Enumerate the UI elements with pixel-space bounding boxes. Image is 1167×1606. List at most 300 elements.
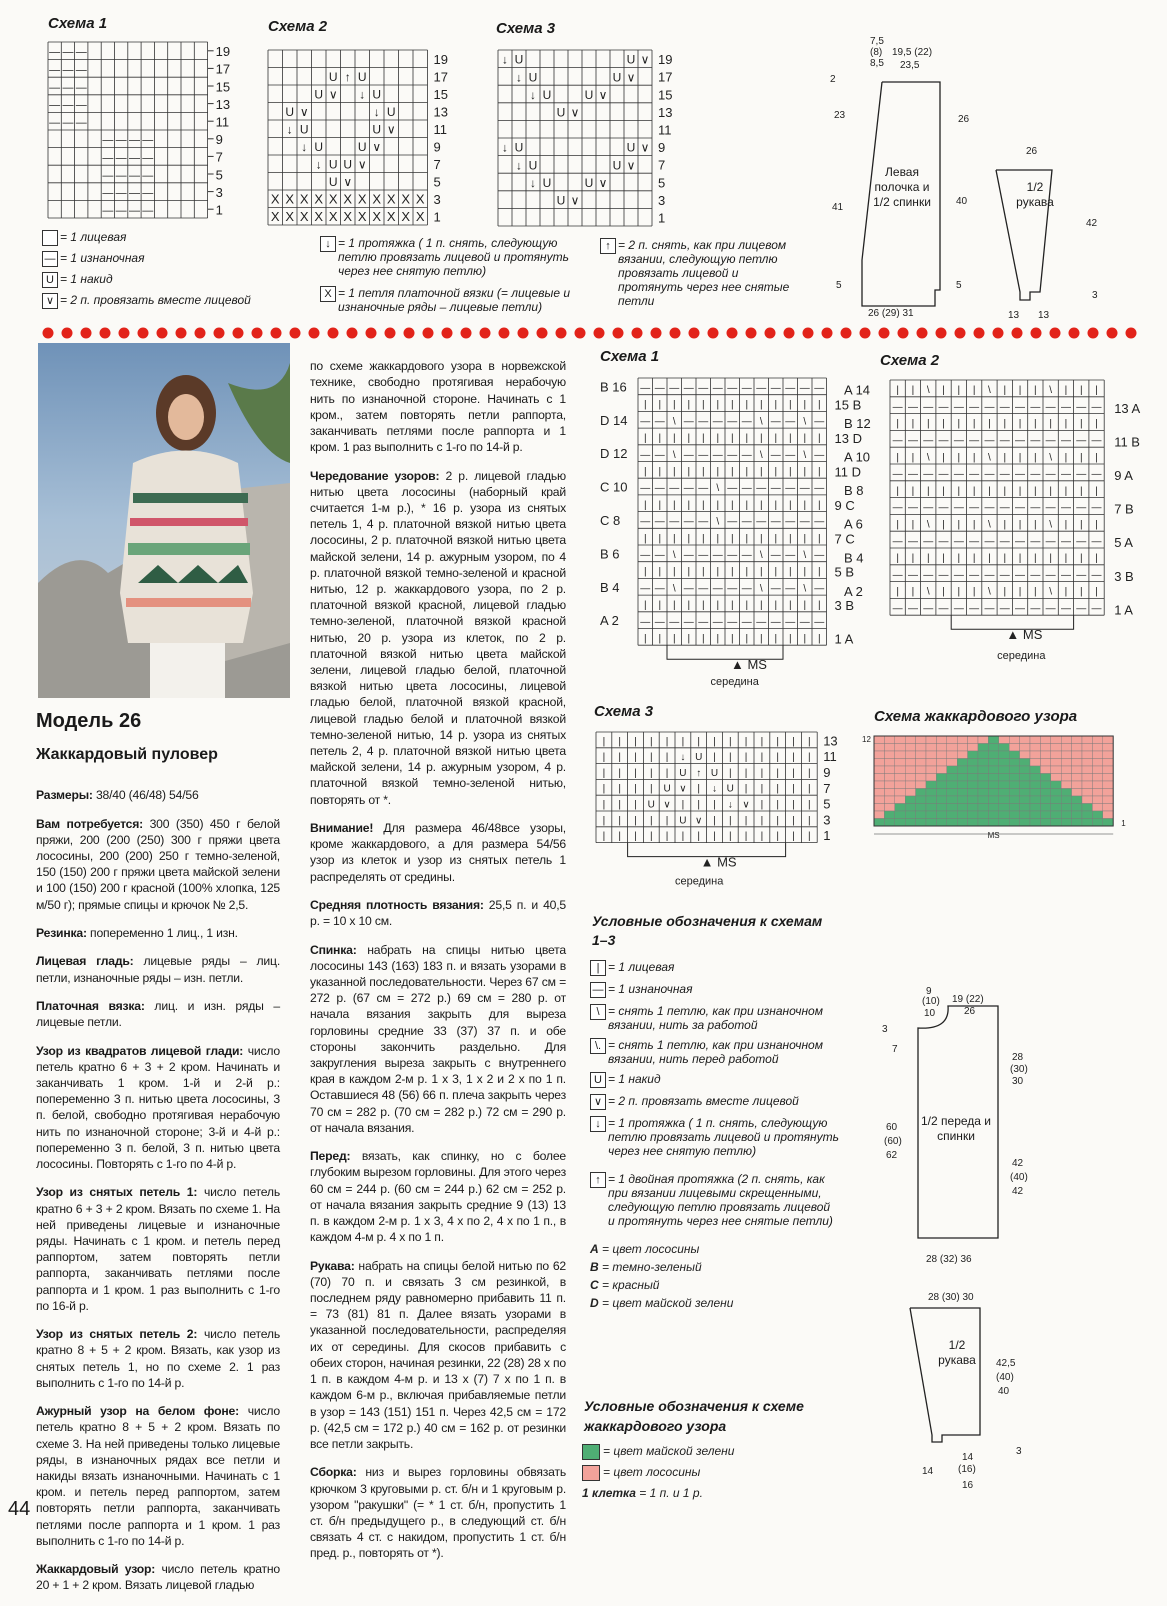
jacquard-cell (1103, 804, 1113, 812)
jacquard-cell (1051, 766, 1061, 774)
stitch-symbol: | (1018, 385, 1022, 397)
stitch-symbol: \ (803, 416, 807, 428)
stitch-symbol: | (788, 600, 792, 612)
stitch-symbol: X (386, 191, 396, 207)
stitch-symbol: | (776, 736, 780, 748)
arrow-up-icon: ↑ (600, 238, 616, 254)
stitch-symbol: | (911, 485, 915, 497)
stitch-symbol: | (776, 815, 780, 827)
stitch-symbol: — (1060, 502, 1071, 514)
jacquard-cell (1030, 736, 1040, 744)
svg-text:28: 28 (1012, 1052, 1024, 1063)
front-back-label: 1/2 переда и спинки (921, 1114, 991, 1143)
jacquard-cell (968, 804, 978, 812)
stitch-symbol: | (649, 767, 653, 779)
stitch-symbol: | (1049, 418, 1052, 430)
jacquard-cell (905, 774, 915, 782)
stitch-symbol: | (896, 553, 899, 565)
jacquard-cell (1061, 819, 1071, 827)
svg-text:(8): (8) (870, 47, 883, 58)
red-dot (309, 328, 320, 339)
stitch-symbol: — (75, 64, 87, 77)
stitch-symbol: — (785, 583, 796, 595)
stitch-symbol: | (713, 815, 716, 827)
jacquard-cell (1082, 736, 1092, 744)
stitch-symbol: | (988, 418, 991, 430)
jacquard-cell (1051, 759, 1061, 767)
stitch-symbol: | (896, 586, 899, 598)
jacquard-cell (957, 744, 967, 752)
stitch-symbol: — (683, 449, 694, 461)
paragraph: Средняя плотность вязания: 25,5 п. и 40,5 р. = 10 х 10 см. (310, 898, 566, 929)
stitch-symbol: — (785, 550, 796, 562)
stitch-symbol: \ (988, 452, 991, 464)
stitch-symbol: ↓ (301, 140, 308, 155)
jacquard-cell (1020, 759, 1030, 767)
svg-text:41: 41 (832, 202, 844, 213)
right-scheme2-title: Схема 2 (880, 352, 940, 369)
stitch-symbol: — (907, 401, 918, 413)
stitch-symbol: | (1049, 485, 1052, 497)
jacquard-cell (1020, 774, 1030, 782)
jacquard-cell (957, 766, 967, 774)
jacquard-cell (884, 789, 894, 797)
red-dot (442, 328, 453, 339)
stitch-symbol: U (514, 52, 524, 67)
jacquard-cell (999, 759, 1009, 767)
stitch-symbol: — (741, 516, 752, 528)
stitch-symbol: | (972, 586, 976, 598)
top-scheme1-title: Схема 1 (48, 15, 108, 32)
row-number: 13 (658, 104, 673, 120)
jacquard-cell (999, 819, 1009, 827)
stitch-symbol: — (727, 550, 738, 562)
red-dot (43, 328, 54, 339)
color-key: D = цвет майской зелени (590, 1296, 734, 1310)
stitch-symbol: — (1076, 603, 1087, 615)
stitch-symbol: — (712, 616, 723, 628)
stitch-symbol: | (618, 767, 622, 779)
stitch-symbol: — (1091, 401, 1102, 413)
paragraph: Узор из снятых петель 2: число петель кратно 8 + 5 + 2 кром. Вязать, как узор из снятых петель 1, но по схеме 2. 1 раз выполнить с 1-го по 14-й р. (36, 1327, 280, 1390)
stitch-symbol: — (654, 483, 665, 495)
stitch-symbol: | (988, 485, 991, 497)
stitch-symbol: | (1034, 586, 1037, 598)
stitch-symbol: | (701, 433, 705, 445)
jacquard-cell (978, 811, 988, 819)
stitch-symbol: — (654, 416, 665, 428)
stitch-symbol: X (285, 191, 295, 207)
knit-symbol-icon (42, 230, 58, 246)
stitch-symbol: — (892, 536, 903, 548)
red-dot (119, 328, 130, 339)
stitch-symbol: | (817, 499, 821, 511)
stitch-symbol: — (892, 469, 903, 481)
stitch-symbol: — (1060, 569, 1071, 581)
jacquard-cell (1103, 751, 1113, 759)
stitch-symbol: U (679, 767, 687, 779)
stitch-symbol: — (953, 469, 964, 481)
stitch-symbol: \ (672, 449, 676, 461)
stitch-symbol: X (401, 191, 411, 207)
jacquard-cell (895, 781, 905, 789)
jacquard-cell (1020, 819, 1030, 827)
jacquard-cell (999, 774, 1009, 782)
stitch-symbol: | (658, 566, 662, 578)
paragraph: Ажурный узор на белом фоне: число петель кратно 8 + 5 + 2 кром. Вязать по схеме 3. На ней приведены только лицевые ряды, в изнаночных рядах все петли и накиды вязать изнаночными. Начинать с 1 кром. и петель перед раппортом, затем повторять петли раппорта, заканчивать петлями после раппорта и 1 кром. 1 раз выполнить с 1-го по 14-й р. (36, 1404, 280, 1548)
stitch-symbol: U (726, 783, 734, 795)
jacquard-cell (916, 774, 926, 782)
top-legend-1 (42, 230, 272, 309)
stitch-symbol: | (911, 553, 915, 565)
jacquard-cell (1020, 781, 1030, 789)
row-label: 11 B (1114, 434, 1140, 450)
jacquard-cell (1020, 744, 1030, 752)
stitch-symbol: | (665, 736, 669, 748)
stitch-symbol: | (658, 399, 662, 411)
jac-legend-title: Условные обозначения к схеме жаккардового узора (584, 1398, 804, 1434)
stitch-symbol: | (745, 499, 749, 511)
svg-text:(16): (16) (958, 1464, 976, 1475)
stitch-symbol: | (1018, 519, 1022, 531)
jacquard-cell (884, 781, 894, 789)
stitch-symbol: — (953, 435, 964, 447)
jacquard-cell (988, 751, 998, 759)
stitch-symbol: | (745, 533, 749, 545)
stitch-symbol: — (1030, 401, 1041, 413)
ms-label: MS (987, 831, 1000, 840)
red-dot (822, 328, 833, 339)
stitch-symbol: | (957, 519, 961, 531)
stitch-symbol: | (634, 736, 637, 748)
stitch-symbol: ∨ (299, 105, 309, 120)
row-number: 5 (658, 175, 666, 191)
jacquard-cell (936, 774, 946, 782)
stitch-symbol: | (957, 385, 961, 397)
stitch-symbol: \ (759, 416, 763, 428)
stitch-symbol: | (817, 633, 821, 645)
stitch-symbol: — (892, 401, 903, 413)
row-label: B 8 (844, 483, 864, 499)
stitch-symbol: | (817, 466, 821, 478)
jacquard-cell (926, 796, 936, 804)
stitch-symbol: | (1018, 553, 1022, 565)
stitch-symbol: | (759, 466, 763, 478)
stitch-symbol: | (774, 466, 778, 478)
stitch-symbol: | (926, 418, 930, 430)
stitch-symbol: | (926, 485, 930, 497)
stitch-symbol: | (1049, 553, 1052, 565)
stitch-symbol: | (665, 815, 669, 827)
stitch-symbol: | (788, 399, 792, 411)
stitch-symbol: — (698, 516, 709, 528)
red-dot (879, 328, 890, 339)
jacquard-cell (884, 766, 894, 774)
stitch-symbol: — (712, 550, 723, 562)
red-dot (917, 328, 928, 339)
stitch-symbol: — (1060, 469, 1071, 481)
stitch-symbol: | (774, 633, 778, 645)
jacquard-cell (916, 736, 926, 744)
svg-text:23,5: 23,5 (900, 60, 920, 71)
stitch-symbol: — (727, 383, 738, 395)
stitch-symbol: — (999, 401, 1010, 413)
svg-text:7: 7 (892, 1044, 898, 1055)
jacquard-cell (947, 811, 957, 819)
jacquard-cell (1103, 759, 1113, 767)
stitch-symbol: — (756, 516, 767, 528)
stitch-symbol: — (923, 536, 934, 548)
stitch-symbol: — (1045, 435, 1056, 447)
svg-text:42: 42 (1086, 218, 1098, 229)
stitch-symbol: — (1015, 435, 1026, 447)
jacquard-cell (1040, 811, 1050, 819)
stitch-symbol: — (785, 516, 796, 528)
stitch-symbol: — (712, 449, 723, 461)
stitch-symbol: — (907, 536, 918, 548)
stitch-symbol: | (803, 600, 807, 612)
stitch-symbol: | (658, 499, 662, 511)
red-dot (252, 328, 263, 339)
stitch-symbol: | (618, 831, 622, 843)
jacquard-cell (968, 751, 978, 759)
stitch-symbol: | (807, 783, 811, 795)
jacquard-cell (1092, 736, 1102, 744)
jacquard-cell (957, 751, 967, 759)
stitch-symbol: | (697, 783, 701, 795)
stitch-symbol: — (799, 483, 810, 495)
paragraph: Узор из снятых петель 1: число петель кратно 6 + 3 + 2 кром. Вязать по схеме 1. На ней приведены лицевые и изнаночные ряды. Начинать с 1 кром. и петель перед раппортом, затем повторять петли раппорта, заканчивать петлями после раппорта и 1 кром. 1 раз выполнить с 1-го по 16-й р. (36, 1185, 280, 1313)
stitch-symbol: | (807, 799, 811, 811)
stitch-symbol: — (49, 117, 61, 130)
stitch-symbol: — (770, 483, 781, 495)
stitch-symbol: | (730, 633, 734, 645)
jacquard-cell (968, 744, 978, 752)
stitch-symbol: \ (759, 449, 763, 461)
stitch-symbol: | (803, 499, 807, 511)
jacquard-cell (957, 774, 967, 782)
stitch-symbol: U (314, 140, 324, 155)
stitch-symbol: — (1015, 536, 1026, 548)
red-dot (537, 328, 548, 339)
jacquard-cell (988, 744, 998, 752)
row-number: 15 (658, 87, 673, 103)
stitch-symbol: | (602, 767, 606, 779)
stitch-symbol: | (649, 736, 653, 748)
jacquard-cell (1009, 819, 1019, 827)
red-dot (860, 328, 871, 339)
jacquard-cell (874, 759, 884, 767)
jacquard-cell (1040, 744, 1050, 752)
stitch-symbol: | (760, 831, 764, 843)
svg-text:(30): (30) (1010, 1064, 1028, 1075)
stitch-symbol: | (1003, 418, 1007, 430)
jacquard-cell (1040, 736, 1050, 744)
stitch-symbol: | (634, 831, 637, 843)
stitch-symbol: — (1076, 536, 1087, 548)
stitch-symbol: — (683, 583, 694, 595)
jacquard-cell (916, 811, 926, 819)
stitch-symbol: | (665, 767, 669, 779)
stitch-symbol: | (896, 385, 899, 397)
stitch-symbol: | (687, 600, 691, 612)
stitch-symbol: | (792, 815, 795, 827)
stitch-symbol: — (938, 569, 949, 581)
jacquard-cell (947, 736, 957, 744)
row-number: 19 (433, 52, 448, 67)
stitch-symbol: | (788, 499, 792, 511)
stitch-symbol: \ (759, 583, 763, 595)
legend-item: U = 1 накид (42, 272, 272, 288)
stitch-symbol: | (730, 566, 734, 578)
stitch-symbol: | (634, 799, 637, 811)
svg-text:(40): (40) (1010, 1172, 1028, 1183)
arrow-down-icon: ↓ (320, 236, 336, 252)
stitch-symbol: | (716, 499, 720, 511)
stitch-symbol: \ (716, 516, 720, 528)
stitch-symbol: | (649, 831, 653, 843)
stitch-symbol: | (745, 433, 749, 445)
row-number: 12 (862, 735, 871, 744)
stitch-symbol: | (618, 799, 622, 811)
stitch-symbol: U (314, 87, 324, 102)
page-number: 44 (8, 1498, 31, 1520)
jacquard-cell (947, 759, 957, 767)
red-dot (62, 328, 73, 339)
jacquard-cell (905, 804, 915, 812)
jacquard-cell (957, 804, 967, 812)
stitch-symbol: U (328, 70, 338, 85)
stitch-symbol: | (774, 600, 778, 612)
jacquard-cell (957, 819, 967, 827)
red-dot (1031, 328, 1042, 339)
stitch-symbol: | (942, 586, 945, 598)
stitch-symbol: — (984, 536, 995, 548)
stitch-symbol: | (1079, 452, 1083, 464)
jacquard-cell (1051, 796, 1061, 804)
stitch-symbol: — (969, 569, 980, 581)
stitch-symbol: | (760, 815, 764, 827)
stitch-symbol: X (314, 209, 324, 225)
stitch-symbol: — (1076, 569, 1087, 581)
stitch-symbol: | (807, 767, 811, 779)
stitch-symbol: — (999, 603, 1010, 615)
stitch-symbol: — (999, 469, 1010, 481)
top-legend-2 (320, 236, 580, 314)
svg-text:13: 13 (1008, 310, 1020, 321)
stitch-symbol: U (357, 140, 367, 155)
jacquard-cell (874, 736, 884, 744)
stitch-symbol: — (683, 383, 694, 395)
stitch-symbol: — (62, 46, 74, 59)
jacquard-cell (957, 759, 967, 767)
jacquard-cell (999, 789, 1009, 797)
stitch-symbol: ∨ (626, 158, 636, 173)
middle-label: середина (710, 676, 759, 689)
stitch-symbol: | (602, 783, 606, 795)
jacquard-cell (874, 781, 884, 789)
stitch-symbol: | (1018, 418, 1022, 430)
jacquard-cell (1103, 736, 1113, 744)
stitch-symbol: | (1079, 385, 1083, 397)
jacquard-cell (947, 789, 957, 797)
stitch-symbol: | (774, 399, 778, 411)
jacquard-cell (978, 751, 988, 759)
jacquard-cell (999, 796, 1009, 804)
stitch-symbol: | (776, 799, 780, 811)
jacquard-cell (978, 819, 988, 827)
row-number: 7 (823, 780, 831, 796)
stitch-symbol: — (907, 435, 918, 447)
stitch-symbol: | (716, 633, 720, 645)
stitch-symbol: | (716, 433, 720, 445)
jacquard-cell (947, 804, 957, 812)
stitch-symbol: — (102, 205, 114, 218)
stitch-symbol: | (774, 533, 778, 545)
stitch-symbol: U (372, 122, 382, 137)
jacquard-cell (874, 804, 884, 812)
stitch-symbol: | (744, 815, 748, 827)
stitch-symbol: — (984, 569, 995, 581)
jacquard-cell (999, 744, 1009, 752)
stitch-symbol: | (957, 586, 961, 598)
svg-text:3: 3 (882, 1024, 888, 1035)
stitch-symbol: ∨ (372, 140, 382, 155)
paragraph: Перед: вязать, как спинку, но с более глубоким вырезом горловины. Для этого через 60 см = 244 р. (60 см = 244 р.) 62 см = 252 р. от начала вязания закрыть средние 9 (13) 13 п. в каждом 2-м р. 1 х 3, 4 х по 2, 4 х по 1 п., в каждом 4-м р. 4 х по 1 п. (310, 1149, 566, 1245)
red-dot (81, 328, 92, 339)
jacquard-cell (895, 804, 905, 812)
jacquard-cell (1092, 759, 1102, 767)
row-label: 3 B (834, 598, 855, 614)
stitch-symbol: \ (716, 483, 720, 495)
legend-item: ↓ = 1 протяжка ( 1 п. снять, следующую петлю провязать лицевой и протянуть через нее снятую петлю) (590, 1116, 840, 1158)
row-number: 19 (658, 52, 673, 68)
stitch-symbol: — (727, 516, 738, 528)
model-title: Модель 26 (36, 710, 142, 732)
red-dot (575, 328, 586, 339)
stitch-symbol: | (713, 799, 716, 811)
stitch-symbol: \ (672, 583, 676, 595)
jacquard-cell (1040, 774, 1050, 782)
stitch-symbol: ↓ (502, 52, 508, 67)
stitch-symbol: | (1064, 553, 1068, 565)
ms-label: ▲ MS (700, 854, 737, 870)
k2tog-icon: ∨ (590, 1094, 606, 1110)
stitch-symbol: U (612, 70, 622, 85)
jacquard-cell (874, 796, 884, 804)
jacquard-cell (895, 796, 905, 804)
stitch-symbol: — (799, 516, 810, 528)
stitch-symbol: U (584, 175, 594, 190)
jacquard-cell (1072, 759, 1082, 767)
stitch-symbol: | (697, 799, 701, 811)
color-key: A = цвет лососины (590, 1242, 700, 1256)
stitch-symbol: — (1015, 603, 1026, 615)
jacquard-cell (1092, 804, 1102, 812)
stitch-symbol: — (142, 169, 154, 182)
jacquard-cell (957, 781, 967, 789)
stitch-symbol: | (807, 752, 811, 764)
jacquard-cell (968, 789, 978, 797)
stitch-symbol: — (49, 81, 61, 94)
jacquard-cell (936, 789, 946, 797)
stitch-symbol: — (999, 536, 1010, 548)
stitch-symbol: | (1003, 519, 1007, 531)
stitch-symbol: | (803, 466, 807, 478)
red-dot (480, 328, 491, 339)
stitch-symbol: — (712, 583, 723, 595)
stitch-symbol: \ (1049, 452, 1053, 464)
